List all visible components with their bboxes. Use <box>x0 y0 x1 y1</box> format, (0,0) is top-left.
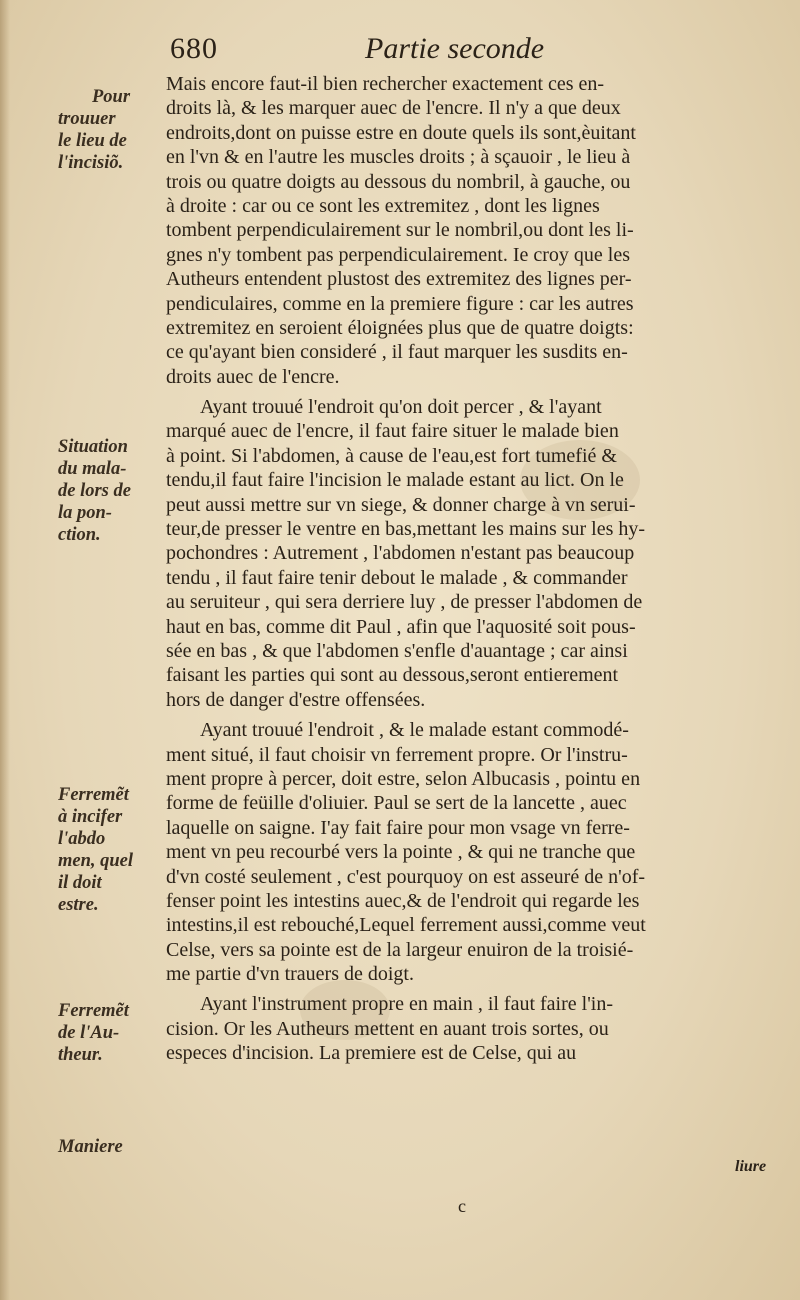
body-line: tendu , il faut faire tenir debout le malade , & commander <box>166 566 628 589</box>
margin-note-line: de lors de <box>58 481 131 501</box>
body-line: trois ou quatre doigts au dessous du nombril, à gauche, ou <box>166 170 631 193</box>
margin-note-line: Ferremẽt <box>58 785 129 805</box>
body-line: fenser point les intestins auec,& de l'endroit qui regarde les <box>166 889 640 912</box>
margin-note-line: men, quel <box>58 851 134 871</box>
body-line: Ayant l'instrument propre en main , il faut faire l'in- <box>200 993 614 1016</box>
body-line: hors de danger d'estre offensées. <box>166 688 426 711</box>
body-line: ce qu'ayant bien consideré , il faut marquer les susdits en- <box>166 341 628 364</box>
margin-note-incision-instrument <box>58 784 168 916</box>
body-line: laquelle on saigne. I'ay fait faire pour mon vsage vn ferre- <box>166 816 630 839</box>
margin-note-line: theur. <box>58 1045 103 1065</box>
margin-note-authors-instrument <box>58 1000 168 1066</box>
page-header <box>170 28 610 68</box>
body-line: ment vn peu recourbé vers la pointe , & qui ne tranche que <box>166 841 636 864</box>
body-line: Autheurs entendent plustost des extremitez des lignes per- <box>166 268 632 291</box>
body-line: forme de feüille d'oliuier. Paul se sert de la lancette , auec <box>166 792 627 815</box>
margin-note-line: il doit <box>58 873 102 893</box>
margin-note-line: trouuer <box>58 109 116 129</box>
body-line: à droite : car ou ce sont les extremitez , dont les lignes <box>166 194 600 217</box>
body-line: peut aussi mettre sur vn siege, & donner charge à vn serui- <box>166 493 636 516</box>
body-line: sée en bas , & que l'abdomen s'enfle d'auantage ; car ainsi <box>166 639 628 662</box>
body-line: pendiculaires, comme en la premiere figure : car les autres <box>166 292 634 315</box>
margin-note-manner <box>58 1136 168 1158</box>
body-line: gnes n'y tombent pas perpendiculairement. Ie croy que les <box>166 243 631 266</box>
body-line: d'vn costé seulement , c'est pourquoy on est asseuré de n'of- <box>166 865 646 888</box>
margin-note-line: Situation <box>58 437 128 457</box>
margin-note-patient-position <box>58 436 168 546</box>
body-line: teur,de presser le ventre en bas,mettant les mains sur les hy- <box>166 518 646 541</box>
margin-note-line: ction. <box>58 525 101 545</box>
body-line: ment situé, il faut choisir vn ferrement propre. Or l'instru- <box>166 743 628 766</box>
body-line: tombent perpendiculairement sur le nombril,ou dont les li- <box>166 219 634 242</box>
body-line: en l'vn & en l'autre les muscles droits ; à sçauoir , le lieu à <box>166 146 631 169</box>
page-number: 680 <box>170 32 218 65</box>
running-title: Partie seconde <box>365 32 545 65</box>
body-line: haut en bas, comme dit Paul , afin que l'aquosité soit pous- <box>166 615 636 638</box>
body-line: cision. Or les Autheurs mettent en auant trois sortes, ou <box>166 1017 609 1040</box>
margin-note-line: Maniere <box>58 1137 123 1157</box>
margin-note-line: Pour <box>92 87 131 107</box>
body-line: au seruiteur , qui sera derriere luy , de presser l'abdomen de <box>166 591 643 614</box>
margin-note-line: à incifer <box>58 807 123 827</box>
catchword: liure <box>735 1158 767 1175</box>
body-line: marqué auec de l'encre, il faut faire situer le malade bien <box>166 420 619 443</box>
body-line: Mais encore faut-il bien rechercher exactement ces en- <box>166 73 605 95</box>
margin-note-line: Ferremẽt <box>58 1001 129 1021</box>
body-line: me partie d'vn trauers de doigt. <box>166 963 414 986</box>
body-line: tendu,il faut faire l'incision le malade estant au lict. On le <box>166 469 624 492</box>
page-edge-shadow <box>0 0 10 1300</box>
body-line: Ayant trouué l'endroit qu'on doit percer , & l'ayant <box>200 396 602 419</box>
margin-note-line: estre. <box>58 895 99 915</box>
signature-mark: c <box>458 1196 466 1216</box>
body-line: especes d'incision. La premiere est de Celse, qui au <box>166 1042 577 1065</box>
body-line: pochondres : Autrement , l'abdomen n'estant pas beaucoup <box>166 542 635 565</box>
body-line: droits auec de l'encre. <box>166 365 340 388</box>
body-line: intestins,il est rebouché,Lequel ferrement aussi,comme veut <box>166 914 646 937</box>
margin-note-line: l'incisiõ. <box>58 153 124 173</box>
margin-note-line: le lieu de <box>58 131 127 151</box>
body-line: faisant les parties qui sont au dessous,seront entierement <box>166 664 619 687</box>
margin-note-line: de l'Au- <box>58 1023 120 1043</box>
margin-note-line: la pon- <box>58 503 112 523</box>
body-line: droits là, & les marquer auec de l'encre. Il n'y a que deux <box>166 97 621 120</box>
body-line: extremitez en seroient éloignées plus que de quatre doigts: <box>166 316 634 339</box>
body-line: Celse, vers sa pointe est de la largeur enuiron de la troisié- <box>166 938 634 961</box>
margin-note-finding-incision-site <box>58 86 168 174</box>
body-line: à point. Si l'abdomen, à cause de l'eau,est fort tumefié & <box>166 444 617 467</box>
body-line: Ayant trouué l'endroit , & le malade estant commodé- <box>200 719 629 742</box>
body-text <box>166 72 781 1066</box>
body-line: ment propre à percer, doit estre, selon Albucasis , pointu en <box>166 767 641 790</box>
margin-note-line: l'abdo <box>58 829 106 849</box>
margin-note-line: du mala- <box>58 459 127 479</box>
body-line: endroits,dont on puisse estre en doute quels ils sont,èuitant <box>166 121 636 144</box>
